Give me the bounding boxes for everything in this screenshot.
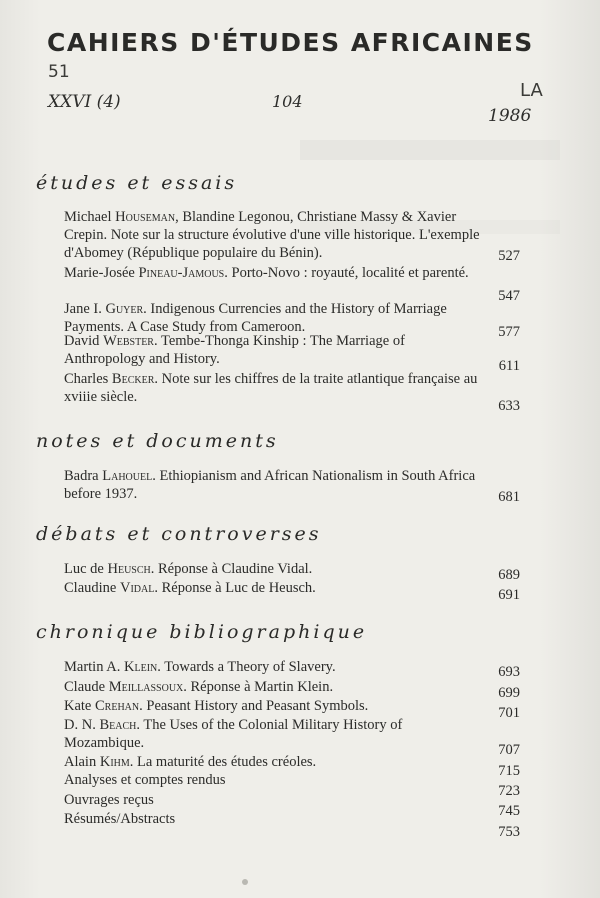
issue-year: 1986 bbox=[488, 106, 532, 126]
author-surname: Lahouel bbox=[102, 468, 153, 484]
page-number: 745 bbox=[498, 803, 520, 819]
page-number: 611 bbox=[498, 358, 520, 374]
entry-title: . Note sur les chiffres de la traite atlantique française au xviiie siècle. bbox=[64, 371, 478, 405]
entry-title: Analyses et comptes rendus bbox=[64, 772, 226, 788]
author-surname: Crehan bbox=[95, 698, 140, 714]
page-number: 699 bbox=[498, 685, 520, 701]
author-surname: Becker bbox=[111, 371, 155, 387]
page-number: 689 bbox=[498, 567, 520, 583]
author-first: Claude bbox=[64, 679, 109, 695]
handwritten-number: 51 bbox=[48, 62, 70, 82]
bullet-mark bbox=[242, 879, 248, 885]
author-surname: Klein bbox=[124, 659, 158, 675]
page-number: 577 bbox=[498, 324, 520, 340]
page-number: 547 bbox=[498, 288, 520, 304]
toc-entry[interactable] bbox=[64, 716, 482, 752]
toc-entry[interactable] bbox=[64, 579, 482, 597]
author-first: D. N. bbox=[64, 717, 100, 733]
author-first: Kate bbox=[64, 698, 95, 714]
author-surname: Houseman bbox=[115, 209, 176, 225]
page-number: 693 bbox=[498, 664, 520, 680]
toc-entry[interactable] bbox=[64, 332, 482, 368]
author-first: Michael bbox=[64, 209, 116, 225]
page-number: 527 bbox=[498, 248, 520, 264]
toc-entry[interactable] bbox=[64, 810, 482, 828]
handwritten-initials: LA bbox=[520, 80, 543, 101]
entry-title: . Towards a Theory of Slavery. bbox=[157, 659, 336, 675]
entry-title: . Ethiopianism and African Nationalism in South Africa before 1937. bbox=[64, 468, 476, 502]
entry-title: . La maturité des études créoles. bbox=[129, 754, 317, 770]
author-first: Jane I. bbox=[64, 301, 106, 317]
toc-entry[interactable] bbox=[64, 560, 482, 578]
author-first: Claudine bbox=[64, 580, 120, 596]
page-number: 715 bbox=[498, 763, 520, 779]
entry-title: , Blandine Legonou, Christiane Massy & Xavier Crepin. Note sur la structure évolutive d'une ville historique. L'exemple d'Abomey (République populaire du Bénin). bbox=[64, 209, 480, 261]
author-surname: Vidal bbox=[119, 580, 155, 596]
volume-label: XXVI (4) bbox=[48, 92, 121, 112]
entry-title: . Réponse à Claudine Vidal. bbox=[150, 561, 313, 577]
toc-entry[interactable] bbox=[64, 697, 482, 715]
toc-entry[interactable] bbox=[64, 678, 482, 696]
entry-title: . Indigenous Currencies and the History of Marriage Payments. A Case Study from Cameroon. bbox=[64, 301, 447, 335]
page-number: 701 bbox=[498, 705, 520, 721]
toc-entry[interactable] bbox=[64, 791, 482, 809]
author-first: Marie-Josée bbox=[64, 265, 139, 281]
entry-title: . The Uses of the Colonial Military History of Mozambique. bbox=[64, 717, 403, 751]
entry-title: Ouvrages reçus bbox=[64, 792, 154, 808]
author-first: David bbox=[64, 333, 104, 349]
author-surname: Beach bbox=[99, 717, 137, 733]
author-surname: Kihm bbox=[99, 754, 130, 770]
author-surname: Heusch bbox=[107, 561, 151, 577]
entry-title: . Réponse à Martin Klein. bbox=[183, 679, 334, 695]
page-number: 707 bbox=[498, 742, 520, 758]
section-title-notes: notes et documents bbox=[36, 430, 279, 452]
author-first: Luc de bbox=[64, 561, 108, 577]
page-number: 723 bbox=[498, 783, 520, 799]
author-surname: Webster bbox=[103, 333, 154, 349]
entry-title: . Réponse à Luc de Heusch. bbox=[154, 580, 316, 596]
toc-entry[interactable] bbox=[64, 467, 482, 503]
toc-entry[interactable] bbox=[64, 264, 482, 282]
author-first: Martin A. bbox=[64, 659, 125, 675]
entry-title: . Peasant History and Peasant Symbols. bbox=[139, 698, 369, 714]
section-title-etudes: études et essais bbox=[36, 172, 238, 194]
section-title-chronique: chronique bibliographique bbox=[36, 621, 368, 643]
page-number: 691 bbox=[498, 587, 520, 603]
toc-entry[interactable] bbox=[64, 771, 482, 789]
toc-entry[interactable] bbox=[64, 658, 482, 676]
author-surname: Meillassoux bbox=[108, 679, 184, 695]
issue-number: 104 bbox=[272, 92, 303, 111]
author-first: Alain bbox=[64, 754, 100, 770]
page-number: 633 bbox=[498, 398, 520, 414]
section-title-debats: débats et controverses bbox=[36, 523, 322, 545]
page-number: 753 bbox=[498, 824, 520, 840]
toc-entry[interactable] bbox=[64, 753, 482, 771]
toc-entry[interactable] bbox=[64, 300, 482, 336]
author-first: Charles bbox=[64, 371, 112, 387]
toc-entry[interactable] bbox=[64, 370, 482, 406]
page-number: 681 bbox=[498, 489, 520, 505]
journal-title: CAHIERS D'ÉTUDES AFRICAINES bbox=[47, 28, 534, 57]
author-first: Badra bbox=[64, 468, 103, 484]
toc-entry[interactable] bbox=[64, 208, 482, 262]
entry-title: Résumés/Abstracts bbox=[64, 811, 176, 827]
entry-title: . Tembe-Thonga Kinship : The Marriage of Anthropology and History. bbox=[64, 333, 405, 367]
entry-title: . Porto-Novo : royauté, localité et parenté. bbox=[224, 265, 469, 281]
author-surname: Guyer bbox=[105, 301, 144, 317]
author-surname: Pineau-Jamous bbox=[138, 265, 225, 281]
